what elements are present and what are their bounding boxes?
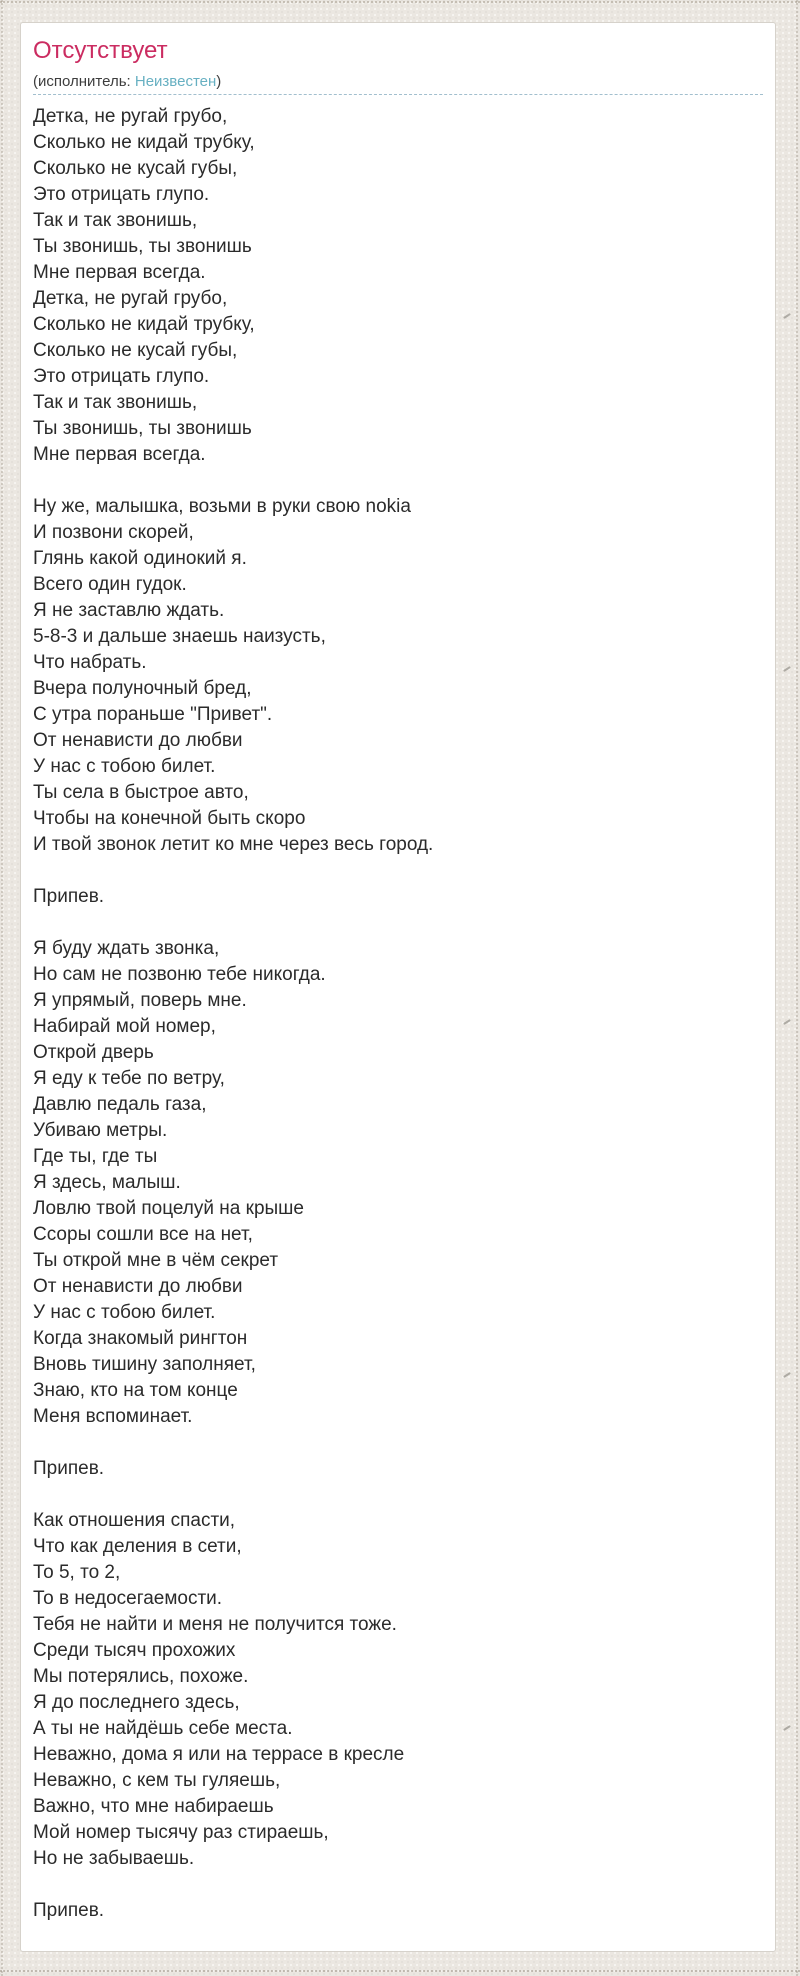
song-title: Отсутствует xyxy=(33,37,168,64)
lyric-line: Знаю, кто на том конце xyxy=(33,1380,238,1401)
lyric-line xyxy=(33,1872,763,1898)
lyric-line: Детка, не ругай грубо, xyxy=(33,106,228,127)
lyric-line: Вновь тишину заполняет, xyxy=(33,1354,256,1375)
lyric-line: Вчера полуночный бред, xyxy=(33,678,252,699)
lyric-line: Мой номер тысячу раз стираешь, xyxy=(33,1822,329,1843)
lyric-line: Это отрицать глупо. xyxy=(33,184,210,205)
lyric-line: У нас с тобою билет. xyxy=(33,1302,216,1323)
lyric-line: Припев. xyxy=(33,1900,105,1921)
lyric-line: Мне первая всегда. xyxy=(33,444,206,465)
lyric-line: Ты звонишь, ты звонишь xyxy=(33,418,252,439)
lyric-line: Так и так звонишь, xyxy=(33,392,198,413)
lyric-line: Тебя не найти и меня не получится тоже. xyxy=(33,1614,397,1635)
lyric-line: У нас с тобою билет. xyxy=(33,756,216,777)
lyric-line: Открой дверь xyxy=(33,1042,154,1063)
lyric-line: Ты звонишь, ты звонишь xyxy=(33,236,252,257)
page-curl-mark xyxy=(783,1725,791,1731)
lyric-line: Когда знакомый рингтон xyxy=(33,1328,248,1349)
lyric-line: Это отрицать глупо. xyxy=(33,366,210,387)
lyric-line: Сколько не кусай губы, xyxy=(33,158,238,179)
lyric-line: Неважно, дома я или на террасе в кресле xyxy=(33,1744,405,1765)
lyric-line: Я буду ждать звонка, xyxy=(33,938,220,959)
lyric-line: Неважно, с кем ты гуляешь, xyxy=(33,1770,281,1791)
lyric-line: От ненависти до любви xyxy=(33,730,243,751)
lyric-line: Так и так звонишь, xyxy=(33,210,198,231)
lyric-line xyxy=(33,858,763,884)
lyric-line xyxy=(33,468,763,494)
lyric-line: Я упрямый, поверь мне. xyxy=(33,990,247,1011)
lyric-line: Чтобы на конечной быть скоро xyxy=(33,808,306,829)
lyric-line: Мы потерялись, похоже. xyxy=(33,1666,249,1687)
lyric-line: Ты открой мне в чём секрет xyxy=(33,1250,279,1271)
lyric-line: Меня вспоминает. xyxy=(33,1406,193,1427)
lyric-line: Я еду к тебе по ветру, xyxy=(33,1068,225,1089)
lyric-line: Я не заставлю ждать. xyxy=(33,600,225,621)
artist-line xyxy=(33,73,763,91)
lyric-line: Но сам не позвоню тебе никогда. xyxy=(33,964,326,985)
lyric-line: Припев. xyxy=(33,886,105,907)
lyric-line: Сколько не кидай трубку, xyxy=(33,132,255,153)
lyric-line: Мне первая всегда. xyxy=(33,262,206,283)
song-header xyxy=(33,36,763,95)
lyric-line: А ты не найдёшь себе места. xyxy=(33,1718,293,1739)
lyric-line: Ссоры сошли все на нет, xyxy=(33,1224,253,1245)
lyric-line: Давлю педаль газа, xyxy=(33,1094,207,1115)
page-curl-mark xyxy=(783,1372,791,1378)
artist-line-suffix: ) xyxy=(216,73,222,90)
page-curl-mark xyxy=(783,1019,791,1025)
lyric-line: Как отношения спасти, xyxy=(33,1510,236,1531)
lyrics-card xyxy=(20,22,776,1952)
lyric-line: Среди тысяч прохожих xyxy=(33,1640,236,1661)
lyric-line: Ты села в быстрое авто, xyxy=(33,782,249,803)
background-dotted-line-left xyxy=(1,0,3,1976)
lyric-line: То в недосегаемости. xyxy=(33,1588,223,1609)
lyric-line xyxy=(33,1430,763,1456)
lyric-line: Что как деления в сети, xyxy=(33,1536,242,1557)
lyric-line: То 5, то 2, xyxy=(33,1562,121,1583)
lyric-line: Но не забываешь. xyxy=(33,1848,195,1869)
lyric-line: Ловлю твой поцелуй на крыше xyxy=(33,1198,304,1219)
lyric-line xyxy=(33,1482,763,1508)
lyric-line: Глянь какой одинокий я. xyxy=(33,548,247,569)
lyrics-text xyxy=(33,104,763,1924)
lyric-line: От ненависти до любви xyxy=(33,1276,243,1297)
lyric-line: Припев. xyxy=(33,1458,105,1479)
lyric-line: Важно, что мне набираешь xyxy=(33,1796,274,1817)
lyric-line: И позвони скорей, xyxy=(33,522,194,543)
lyric-line: Сколько не кусай губы, xyxy=(33,340,238,361)
lyric-line: 5-8-3 и дальше знаешь наизусть, xyxy=(33,626,326,647)
background-dotted-line-bottom xyxy=(0,1970,800,1972)
lyric-line: Где ты, где ты xyxy=(33,1146,158,1167)
lyric-line: Ну же, малышка, возьми в руки свою nokia xyxy=(33,496,411,517)
background-dotted-line-right xyxy=(796,0,798,1976)
lyric-line: Детка, не ругай грубо, xyxy=(33,288,228,309)
lyric-line: Набирай мой номер, xyxy=(33,1016,216,1037)
lyric-line: Сколько не кидай трубку, xyxy=(33,314,255,335)
lyric-line: И твой звонок летит ко мне через весь город. xyxy=(33,834,434,855)
background-dotted-line-top xyxy=(0,1,800,3)
page-curl-mark xyxy=(783,666,791,672)
lyric-line: Убиваю метры. xyxy=(33,1120,168,1141)
lyric-line: Всего один гудок. xyxy=(33,574,187,595)
lyric-line: Я здесь, малыш. xyxy=(33,1172,181,1193)
lyric-line: Я до последнего здесь, xyxy=(33,1692,240,1713)
page-curl-mark xyxy=(783,313,791,319)
artist-link[interactable]: Неизвестен xyxy=(134,73,217,90)
lyric-line: Что набрать. xyxy=(33,652,147,673)
artist-label: (исполнитель: xyxy=(33,73,135,90)
lyric-line: С утра пораньше "Привет". xyxy=(33,704,273,725)
lyric-line xyxy=(33,910,763,936)
